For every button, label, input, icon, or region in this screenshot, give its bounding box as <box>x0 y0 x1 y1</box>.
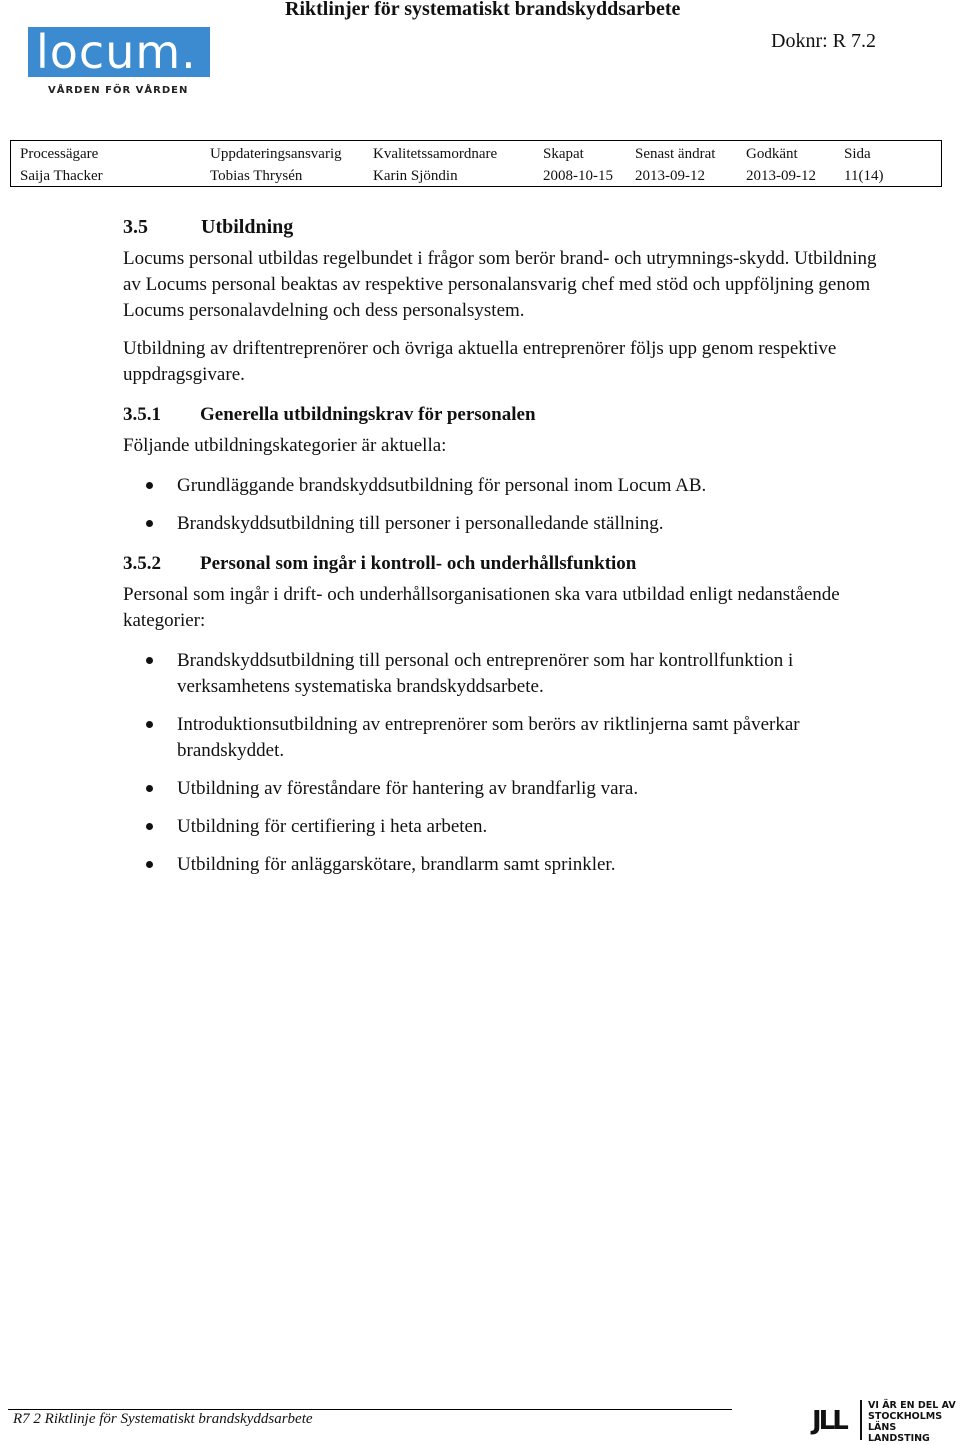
sll-line: VI ÄR EN DEL AV <box>868 1400 956 1411</box>
sll-line: STOCKHOLMS <box>868 1411 943 1422</box>
logo-tagline: VÅRDEN FÖR VÅRDEN <box>48 85 189 96</box>
document-metadata-table <box>10 140 942 187</box>
meta-value: 11(14) <box>844 168 884 184</box>
meta-value: 2013-09-12 <box>746 168 816 184</box>
document-number: Doknr: R 7.2 <box>771 30 876 52</box>
subsection-number: 3.5.1 <box>123 404 161 425</box>
meta-value: Tobias Thrysén <box>210 168 303 184</box>
sll-logo <box>812 1398 958 1442</box>
document-title: Riktlinjer för systematiskt brandskyddsarbete <box>285 0 681 20</box>
meta-update-responsible <box>210 141 342 186</box>
meta-label: Processägare <box>20 146 99 162</box>
meta-label: Sida <box>844 146 871 162</box>
section-number: 3.5 <box>123 216 148 238</box>
list-item: Brandskyddsutbildning till personal och entreprenörer som har kontrollfunktion i verksamhetens systematiska brandskyddsarbete. <box>123 648 883 700</box>
section-heading <box>123 214 883 240</box>
meta-process-owner <box>20 141 103 186</box>
meta-value: 2008-10-15 <box>543 168 613 184</box>
footer-divider <box>8 1409 732 1410</box>
meta-approved <box>746 141 816 186</box>
subsection-intro: Personal som ingår i drift- och underhållsorganisationen ska vara utbildad enligt nedanstående kategorier: <box>123 584 840 631</box>
subsection-heading <box>123 551 883 577</box>
meta-quality-coordinator <box>373 141 497 186</box>
locum-logo <box>28 27 210 99</box>
section-title: Utbildning <box>201 216 294 238</box>
meta-value: 2013-09-12 <box>635 168 705 184</box>
sll-text <box>868 1400 958 1444</box>
subsection-intro: Följande utbildningskategorier är aktuella: <box>123 435 447 456</box>
subsection-title: Personal som ingår i kontroll- och underhållsfunktion <box>200 553 637 574</box>
meta-label: Skapat <box>543 146 584 162</box>
meta-value: Karin Sjöndin <box>373 168 458 184</box>
subsection-title: Generella utbildningskrav för personalen <box>200 404 536 425</box>
meta-page <box>844 141 883 186</box>
meta-value: Saija Thacker <box>20 168 103 184</box>
meta-created <box>543 141 613 186</box>
bullet-list <box>123 648 883 878</box>
paragraph: Locums personal utbildas regelbundet i frågor som berör brand- och utrymnings-skydd. Utbildning av Locums personal beaktas av respektive personalansvarig chef med stöd och uppföljning genom Locums personalavdelning och dess personalsystem. <box>123 248 877 321</box>
subsection-number: 3.5.2 <box>123 553 161 574</box>
document-body <box>123 210 883 892</box>
bullet-list <box>123 473 883 537</box>
logo-wordmark: locum. <box>28 27 210 77</box>
sll-mark-icon: JLL <box>812 1406 846 1436</box>
list-item: Utbildning för anläggarskötare, brandlarm samt sprinkler. <box>123 852 883 878</box>
list-item: Grundläggande brandskyddsutbildning för personal inom Locum AB. <box>123 473 883 499</box>
list-item: Utbildning av föreståndare för hantering av brandfarlig vara. <box>123 776 883 802</box>
sll-divider <box>860 1400 862 1440</box>
paragraph: Utbildning av driftentreprenörer och övriga aktuella entreprenörer följs upp genom respektive uppdragsgivare. <box>123 338 837 385</box>
list-item: Introduktionsutbildning av entreprenörer som berörs av riktlinjerna samt påverkar brandskyddet. <box>123 712 883 764</box>
meta-label: Uppdateringsansvarig <box>210 146 342 162</box>
meta-label: Godkänt <box>746 146 798 162</box>
meta-label: Kvalitetssamordnare <box>373 146 498 162</box>
footer-text: R7 2 Riktlinje för Systematiskt brandskyddsarbete <box>13 1411 313 1427</box>
sll-line: LÄNS LANDSTING <box>868 1422 930 1444</box>
list-item: Utbildning för certifiering i heta arbeten. <box>123 814 883 840</box>
meta-label: Senast ändrat <box>635 146 716 162</box>
meta-last-changed <box>635 141 715 186</box>
subsection-heading <box>123 402 883 428</box>
list-item: Brandskyddsutbildning till personer i personalledande ställning. <box>123 511 883 537</box>
